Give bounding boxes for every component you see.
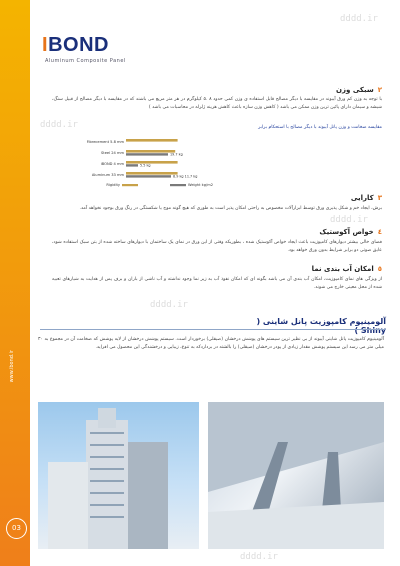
section-heading-acoustic: ٤خواص آکوستیک (319, 228, 382, 236)
section-text-acoustic: فضای خالی بیشتر دیوارهای کامپوزیت باعث ایجاد خواص آکوستیک شده ، بطوریکه وقتی از این ورق در نمای یک ساختمان با دیوارهای ساخته شده از بتن سبک استفاده شود، عایق صوتی دو برابر شرایط بدون ورق خواهد بود. (52, 240, 382, 253)
watermark: dddd.ir (40, 120, 78, 130)
logo-prefix: I (42, 34, 49, 56)
watermark: dddd.ir (340, 14, 378, 24)
brand-logo (42, 34, 109, 57)
section-heading-performance: ٣کارایی (350, 194, 382, 202)
chart-bar-rigidity (126, 172, 178, 175)
watermark: dddd.ir (150, 300, 188, 310)
section-text-waterproof: از ویژگی های نمای کامپوزیت، امکان آب بندی آن می باشد بگونه ای که امکان نفوذ آب به زیر نما وجود نداشته و آب ناشی از باران و برف پس از هدایت به شیارهای تعبیه شده از محل معینی خارج می شوند. (52, 277, 382, 290)
title-divider (40, 329, 386, 330)
watermark: dddd.ir (240, 552, 278, 562)
chart-category-label: iBOND 4 mm (100, 162, 124, 166)
chart-bar-rigidity (126, 139, 178, 142)
logo-subtitle: Aluminum Composite Panel (45, 58, 126, 64)
chart-legend-label: Weight kg/m2 (188, 183, 214, 187)
chart-value-label: 5.5 kg (140, 163, 151, 168)
chart-bar-weight (126, 175, 171, 177)
shiny-title: آلومینیوم کامپوزیت پانل شاینی ( Shiny ) (256, 317, 386, 335)
interior-photo (208, 402, 384, 549)
weight-comparison-chart (78, 136, 218, 196)
sidebar-url: www.ibond.ir (9, 350, 15, 383)
section-heading-lightness: ٢سبکی وزن (336, 86, 382, 94)
chart-bar-rigidity (126, 161, 178, 164)
logo-main: BOND (48, 34, 109, 56)
chart-caption: مقایسه ضخامت و وزن پانل آیبوند با دیگر مصالح با استحکام برابر (258, 125, 382, 130)
chart-category-label: Aluminum 33 mm (91, 173, 124, 177)
chart-bar-weight (126, 164, 138, 166)
section-text-lightness: با توجه به وزن کم ورق آیبوند در مقایسه با دیگر مصالح قابل استفاده ی وزن کمی حدود ۸ .۵ کیلوگرم در هر متر مربع می باشند که در مقایسه با دیگر مصالح از قبیل سنگ، شیشه و سیمان دارای پائین ترین وزن ممکن می باشد ( کاهش وزن سازه باعث کاهش هزینه ژلزله در محاسبات می باشد ) (52, 97, 383, 110)
section-heading-waterproof: ٥امکان آب بندی نما (311, 265, 382, 273)
chart-bar-rigidity (126, 150, 175, 153)
section-text-performance: برش، ایجاد خم و شکل پذیری ورق توسط ابزارآلات مخصوص به راحتی امکان پذیر است به طوری که هیچ گونه موج یا شکستگی در رنگ ورق بوجود نخواهد آمد. (79, 206, 382, 211)
chart-legend-swatch (170, 184, 186, 186)
chart-bar-weight (126, 153, 168, 155)
watermark: dddd.ir (330, 215, 368, 225)
sidebar-strip (0, 0, 30, 566)
chart-legend-label: Rigidity (106, 183, 120, 187)
shiny-text: آلومینیوم کامپوزیت پانل شاینی آیبوند از بی نظیر ترین سیستم های پوشش درخشان (صیقلی) برخوردار است. سیستم پوشش درخشان از لایه پوشش که ضخامت آن در مجموع به ۳۰ میلی متر می رسد این سیستم پوشش مقدار زیادی از پودر درخشان (صیقلی) را بالشته در برداردکه به تنوع، زیبایی و درخشندگی این محصول می افزاید. (38, 337, 384, 350)
building-photo (38, 402, 199, 549)
page-number: 03 (6, 518, 27, 539)
chart-value-label: 19.7 kg (170, 152, 183, 157)
chart-category-label: Fibrecement 5.8 mm (86, 140, 124, 144)
chart-value-label: 8.9 kg 11.7 kg (173, 174, 198, 179)
chart-category-label: Steel 24 mm (101, 151, 124, 155)
chart-legend-swatch (122, 184, 138, 186)
